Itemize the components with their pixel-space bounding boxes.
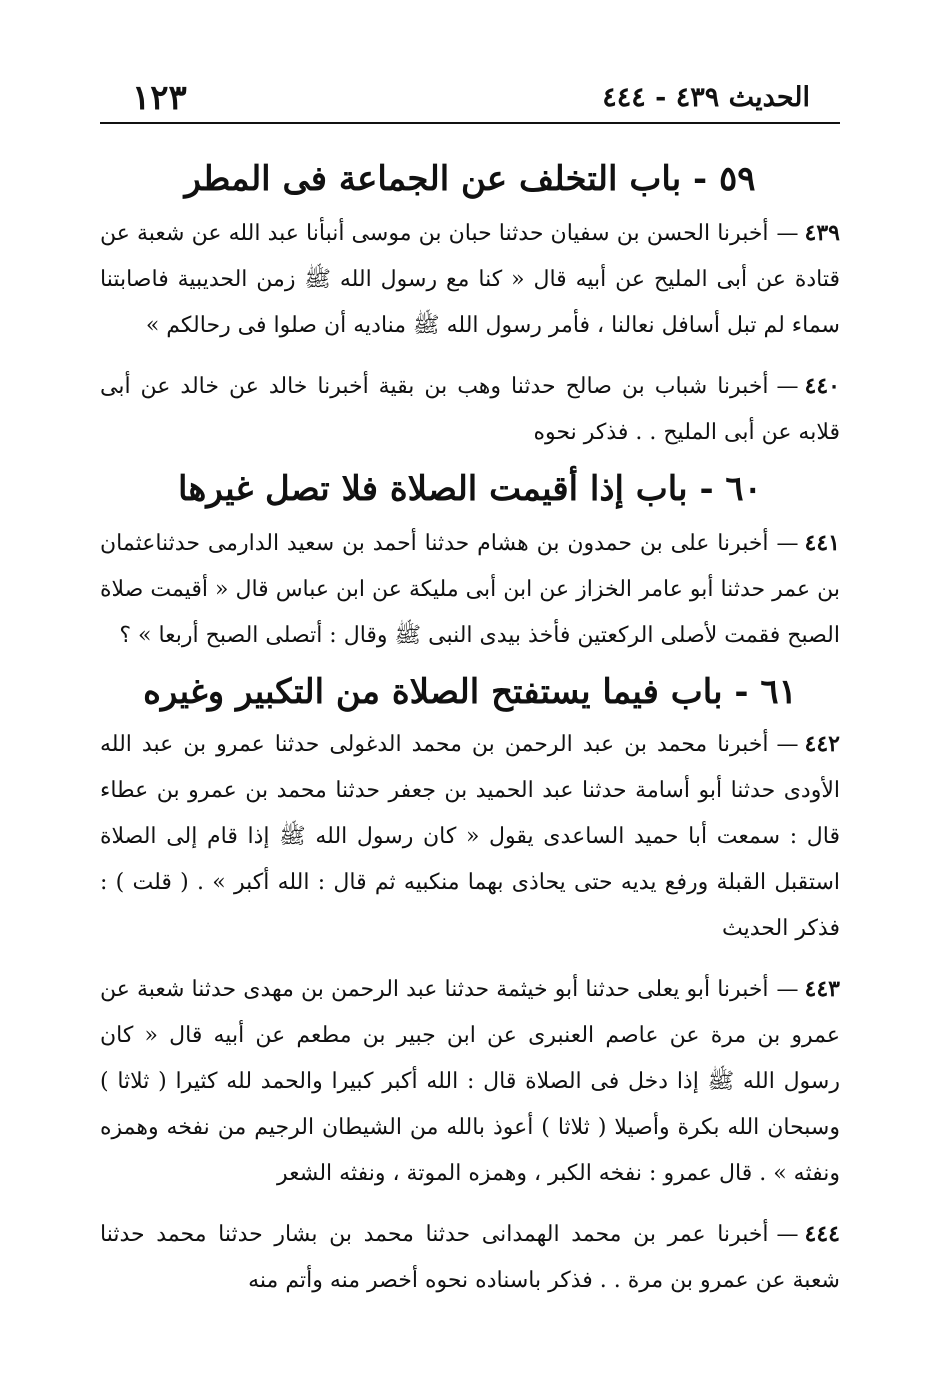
- hadith-number: ٤٤١: [804, 530, 840, 556]
- hadith-text: أخبرنا محمد بن عبد الرحمن بن محمد الدغولى حدثنا عمرو بن عبد الله الأودى حدثنا أبو أسامة حدثنا عبد الحميد بن جعفر حدثنا محمد بن عمرو بن عطاء قال : سمعت أبا حميد الساعدى يقول « كان رسول الله ﷺ إذا قام إلى الصلاة استقبل القبلة ورفع يديه حتى يحاذى بهما منكبيه ثم قال : الله أكبر » . ( قلت ) : فذكر الحديث: [100, 732, 841, 941]
- hadith-number: ٤٣٩: [804, 220, 840, 246]
- hadith-text: أخبرنا عمر بن محمد الهمدانى حدثنا محمد بن بشار حدثنا محمد حدثنا شعبة عن عمرو بن مرة . . فذكر باسناده نحوه أخصر منه وأتم منه: [100, 1222, 840, 1293]
- book-page: [100, 78, 840, 1318]
- hadith-paragraph: ٤٤١—أخبرنا على بن حمدون بن هشام حدثنا أحمد بن سعيد الدارمى حدثناعثمان بن عمر حدثنا أبو عامر الخزاز عن ابن أبى مليكة عن ابن عباس قال « أقيمت صلاة الصبح فقمت لأصلى الركعتين فأخذ بيدى النبى ﷺ وقال : أتصلى الصبح أربعا » ؟: [100, 530, 840, 648]
- hadith-number: ٤٤٣: [804, 976, 840, 1002]
- hadith-text: أخبرنا شباب بن صالح حدثنا وهب بن بقية أخبرنا خالد عن خالد عن أبى قلابه عن أبى المليح . . فذكر نحوه: [100, 374, 840, 445]
- hadith-paragraph: ٤٤٠—أخبرنا شباب بن صالح حدثنا وهب بن بقية أخبرنا خالد عن خالد عن أبى قلابه عن أبى المليح . . فذكر نحوه: [100, 373, 840, 445]
- hadith-text: أخبرنا الحسن بن سفيان حدثنا حبان بن موسى أنبأنا عبد الله عن شعبة عن قتادة عن أبى المليح عن أبيه قال « كنا مع رسول الله ﷺ زمن الحديبية فاصابتنا سماء لم تبل أسافل نعالنا ، فأمر رسول الله ﷺ مناديه أن صلوا فى رحالكم »: [100, 221, 840, 338]
- page-number: ١٢٣: [132, 78, 187, 118]
- hadith-text: أخبرنا أبو يعلى حدثنا أبو خيثمة حدثنا عبد الرحمن بن مهدى حدثنا شعبة عن عمرو بن مرة عن عاصم العنبرى عن ابن جبير بن مطعم عن أبيه قال « كان رسول الله ﷺ إذا دخل فى الصلاة قال : الله أكبر كبيرا والحمد لله كثيرا ( ثلاثا ) وسبحان الله بكرة وأصيلا ( ثلاثا ) أعوذ بالله من الشيطان الرجيم من نفخه وهمزه ونفثه » . قال عمرو : نفخه الكبر ، وهمزه الموتة ، ونفثه الشعر: [100, 977, 840, 1186]
- hadith-paragraph: ٤٤٣—أخبرنا أبو يعلى حدثنا أبو خيثمة حدثنا عبد الرحمن بن مهدى حدثنا شعبة عن عمرو بن مرة عن عاصم العنبرى عن ابن جبير بن مطعم عن أبيه قال « كان رسول الله ﷺ إذا دخل فى الصلاة قال : الله أكبر كبيرا والحمد لله كثيرا ( ثلاثا ) وسبحان الله بكرة وأصيلا ( ثلاثا ) أعوذ بالله من الشيطان الرجيم من نفخه وهمزه ونفثه » . قال عمرو : نفخه الكبر ، وهمزه الموتة ، ونفثه الشعر: [100, 976, 840, 1186]
- hadith-paragraph: ٤٤٤—أخبرنا عمر بن محمد الهمدانى حدثنا محمد بن بشار حدثنا محمد حدثنا شعبة عن عمرو بن مرة . . فذكر باسناده نحوه أخصر منه وأتم منه: [100, 1221, 840, 1293]
- chapter-heading: ٥٩ - باب التخلف عن الجماعة فى المطر: [184, 159, 756, 199]
- hadith-paragraph: ٤٤٢—أخبرنا محمد بن عبد الرحمن بن محمد الدغولى حدثنا عمرو بن عبد الله الأودى حدثنا أبو أسامة حدثنا عبد الحميد بن جعفر حدثنا محمد بن عمرو بن عطاء قال : سمعت أبا حميد الساعدى يقول « كان رسول الله ﷺ إذا قام إلى الصلاة استقبل القبلة ورفع يديه حتى يحاذى بهما منكبيه ثم قال : الله أكبر » . ( قلت ) : فذكر الحديث: [100, 731, 841, 941]
- hadith-paragraph: ٤٣٩—أخبرنا الحسن بن سفيان حدثنا حبان بن موسى أنبأنا عبد الله عن شعبة عن قتادة عن أبى المليح عن أبيه قال « كنا مع رسول الله ﷺ زمن الحديبية فاصابتنا سماء لم تبل أسافل نعالنا ، فأمر رسول الله ﷺ مناديه أن صلوا فى رحالكم »: [100, 220, 840, 338]
- chapter-heading: ٦٠ - باب إذا أقيمت الصلاة فلا تصل غيرها: [178, 469, 762, 509]
- chapter-heading: ٦١ - باب فيما يستفتح الصلاة من التكبير وغيره: [143, 672, 797, 712]
- hadith-number: ٤٤٤: [804, 1221, 840, 1247]
- running-head: [100, 78, 840, 124]
- running-title: الحديث ٤٣٩ - ٤٤٤: [602, 82, 810, 113]
- hadith-number: ٤٤٠: [804, 373, 840, 399]
- hadith-number: ٤٤٢: [804, 731, 840, 757]
- hadith-text: أخبرنا على بن حمدون بن هشام حدثنا أحمد بن سعيد الدارمى حدثناعثمان بن عمر حدثنا أبو عامر الخزاز عن ابن أبى مليكة عن ابن عباس قال « أقيمت صلاة الصبح فقمت لأصلى الركعتين فأخذ بيدى النبى ﷺ وقال : أتصلى الصبح أربعا » ؟: [100, 531, 840, 648]
